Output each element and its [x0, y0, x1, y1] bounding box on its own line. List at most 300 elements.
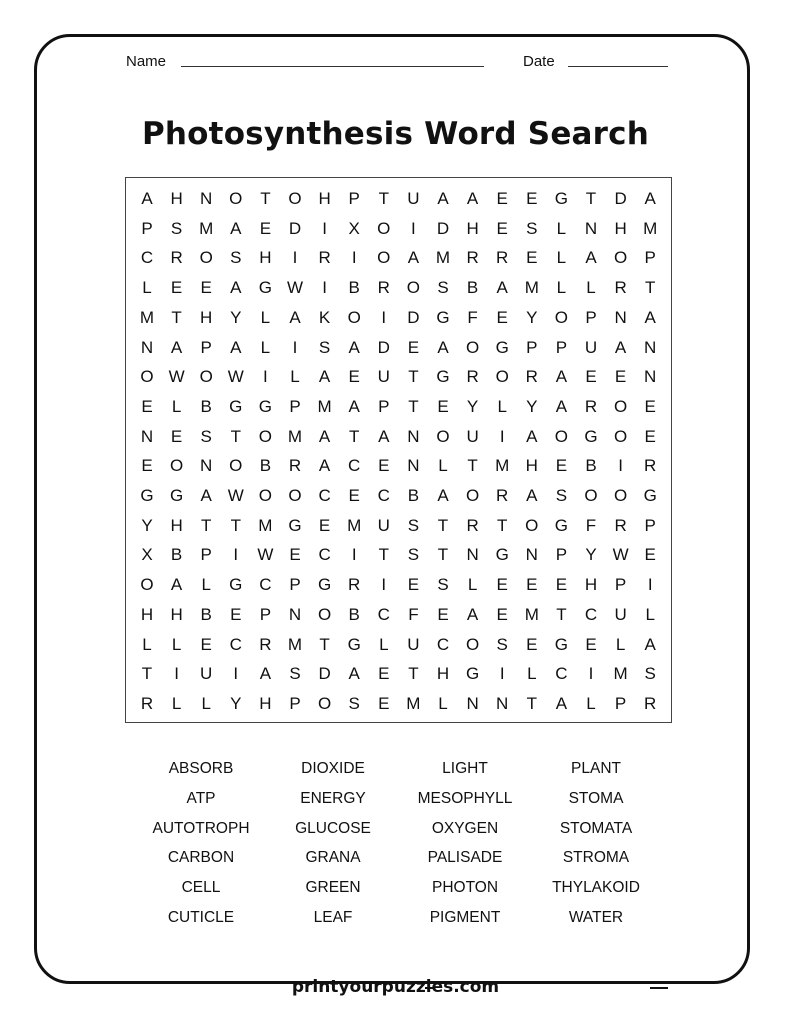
grid-letter[interactable]: G [229, 396, 243, 416]
grid-letter[interactable]: I [322, 218, 327, 238]
grid-letter[interactable]: N [644, 337, 657, 357]
grid-letter[interactable]: S [407, 515, 420, 535]
grid-letter[interactable]: L [290, 367, 300, 387]
grid-letter[interactable]: T [408, 664, 419, 684]
grid-letter[interactable]: G [643, 486, 657, 505]
grid-letter[interactable]: M [495, 456, 510, 476]
grid-letter[interactable]: B [200, 604, 212, 624]
grid-letter[interactable]: I [233, 664, 239, 684]
grid-letter[interactable]: A [348, 396, 360, 416]
grid-letter[interactable]: A [259, 664, 272, 684]
grid-letter[interactable]: A [230, 337, 242, 357]
grid-letter[interactable]: O [377, 248, 391, 268]
grid-letter[interactable]: Y [141, 515, 153, 535]
grid-letter[interactable]: I [381, 307, 387, 327]
grid-letter[interactable]: O [258, 426, 272, 446]
grid-letter[interactable]: E [407, 337, 420, 357]
grid-letter[interactable]: N [496, 693, 509, 713]
grid-letter[interactable]: O [229, 456, 243, 476]
grid-letter[interactable]: B [585, 456, 597, 476]
grid-letter[interactable]: O [465, 486, 480, 505]
grid-letter[interactable]: I [263, 367, 268, 387]
grid-letter[interactable]: R [466, 515, 479, 535]
grid-letter[interactable]: D [377, 337, 390, 357]
grid-letter[interactable]: C [318, 545, 331, 565]
grid-letter[interactable]: O [554, 426, 568, 446]
grid-letter[interactable]: A [230, 278, 242, 298]
grid-letter[interactable]: C [377, 604, 390, 624]
grid-letter[interactable]: O [199, 248, 213, 268]
grid-letter[interactable]: H [170, 189, 183, 208]
grid-letter[interactable]: L [556, 248, 567, 268]
grid-letter[interactable]: P [259, 604, 272, 624]
grid-letter[interactable]: U [377, 367, 390, 387]
grid-letter[interactable]: L [171, 396, 182, 416]
grid-letter[interactable]: N [140, 337, 154, 357]
grid-letter[interactable]: B [466, 278, 479, 298]
grid-letter[interactable]: E [437, 604, 449, 624]
grid-letter[interactable]: D [407, 307, 420, 327]
grid-letter[interactable]: T [171, 307, 182, 327]
grid-letter[interactable]: M [317, 396, 332, 416]
grid-letter[interactable]: G [288, 515, 302, 535]
grid-letter[interactable]: E [378, 456, 390, 476]
grid-letter[interactable]: P [555, 337, 568, 357]
grid-letter[interactable]: I [351, 545, 357, 565]
grid-letter[interactable]: L [260, 337, 271, 357]
grid-letter[interactable]: W [168, 367, 185, 387]
grid-letter[interactable]: E [348, 367, 360, 387]
grid-letter[interactable]: S [526, 218, 538, 238]
grid-letter[interactable]: A [555, 367, 568, 387]
grid-letter[interactable]: S [200, 426, 212, 446]
grid-letter[interactable]: O [169, 456, 184, 476]
grid-letter[interactable]: T [230, 515, 241, 535]
grid-letter[interactable]: F [408, 604, 419, 624]
grid-letter[interactable]: I [322, 278, 327, 298]
grid-letter[interactable]: B [170, 545, 183, 565]
grid-letter[interactable]: A [466, 189, 479, 208]
grid-letter[interactable]: N [407, 456, 420, 476]
grid-letter[interactable]: C [318, 486, 331, 505]
grid-letter[interactable]: G [465, 664, 480, 684]
grid-letter[interactable]: G [258, 278, 272, 298]
grid-letter[interactable]: T [437, 545, 449, 565]
grid-letter[interactable]: O [554, 307, 568, 327]
grid-letter[interactable]: P [526, 337, 538, 357]
grid-letter[interactable]: I [499, 426, 505, 446]
grid-letter[interactable]: O [525, 515, 539, 535]
grid-letter[interactable]: M [287, 426, 303, 446]
grid-letter[interactable]: D [288, 218, 302, 238]
grid-letter[interactable]: U [584, 337, 598, 357]
grid-letter[interactable]: S [644, 664, 656, 684]
grid-letter[interactable]: A [526, 426, 538, 446]
grid-letter[interactable]: H [170, 515, 183, 535]
grid-letter[interactable]: E [526, 189, 538, 208]
grid-letter[interactable]: T [526, 693, 537, 713]
grid-letter[interactable]: H [259, 693, 272, 713]
grid-letter[interactable]: M [524, 278, 539, 298]
grid-letter[interactable]: G [436, 367, 450, 387]
grid-letter[interactable]: B [200, 396, 212, 416]
grid-letter[interactable]: O [613, 426, 628, 446]
grid-letter[interactable]: I [411, 218, 416, 238]
grid-letter[interactable]: E [437, 396, 449, 416]
grid-letter[interactable]: G [258, 396, 272, 416]
grid-letter[interactable]: T [556, 604, 567, 624]
grid-letter[interactable]: A [348, 337, 360, 357]
grid-letter[interactable]: E [555, 456, 568, 476]
grid-letter[interactable]: E [289, 545, 301, 565]
grid-letter[interactable]: L [142, 278, 152, 298]
grid-letter[interactable]: N [466, 693, 479, 713]
grid-letter[interactable]: A [318, 367, 331, 387]
footer-site-link[interactable]: printyourpuzzles.com [291, 977, 500, 997]
grid-letter[interactable]: H [525, 456, 538, 476]
grid-letter[interactable]: E [496, 218, 508, 238]
grid-letter[interactable]: E [496, 189, 508, 208]
grid-letter[interactable]: M [287, 634, 303, 654]
grid-letter[interactable]: P [348, 189, 360, 208]
grid-letter[interactable]: L [586, 693, 596, 713]
grid-letter[interactable]: T [644, 278, 656, 298]
grid-letter[interactable]: O [288, 189, 302, 208]
grid-letter[interactable]: G [584, 426, 598, 446]
grid-letter[interactable]: S [437, 575, 449, 595]
grid-letter[interactable]: E [259, 218, 272, 238]
grid-letter[interactable]: W [257, 545, 274, 565]
grid-letter[interactable]: N [584, 218, 598, 238]
grid-letter[interactable]: G [436, 307, 450, 327]
grid-letter[interactable]: E [407, 575, 420, 595]
grid-letter[interactable]: L [438, 456, 448, 476]
grid-letter[interactable]: A [437, 337, 449, 357]
grid-letter[interactable]: R [644, 693, 657, 713]
grid-letter[interactable]: U [407, 634, 420, 654]
grid-letter[interactable]: O [229, 189, 243, 208]
grid-letter[interactable]: A [466, 604, 479, 624]
grid-letter[interactable]: U [614, 604, 627, 624]
grid-letter[interactable]: G [229, 575, 243, 595]
grid-letter[interactable]: A [555, 396, 568, 416]
grid-letter[interactable]: Y [585, 545, 597, 565]
grid-letter[interactable]: C [229, 634, 242, 654]
grid-letter[interactable]: R [377, 278, 390, 298]
grid-letter[interactable]: X [141, 545, 153, 565]
grid-letter[interactable]: A [644, 307, 656, 327]
grid-letter[interactable]: H [200, 307, 213, 327]
grid-letter[interactable]: N [140, 426, 154, 446]
grid-letter[interactable]: N [644, 367, 657, 387]
grid-letter[interactable]: L [142, 634, 152, 654]
grid-letter[interactable]: O [613, 248, 628, 268]
grid-letter[interactable]: R [614, 278, 627, 298]
grid-letter[interactable]: P [585, 307, 597, 327]
grid-letter[interactable]: M [199, 218, 214, 238]
grid-letter[interactable]: E [318, 515, 331, 535]
grid-letter[interactable]: S [318, 337, 331, 357]
grid-letter[interactable]: H [259, 248, 272, 268]
grid-letter[interactable]: N [200, 189, 213, 208]
grid-letter[interactable]: S [555, 486, 568, 505]
grid-letter[interactable]: G [140, 486, 154, 505]
grid-letter[interactable]: L [556, 218, 567, 238]
grid-letter[interactable]: T [260, 189, 271, 208]
grid-letter[interactable]: L [201, 693, 211, 713]
grid-letter[interactable]: I [499, 664, 505, 684]
grid-letter[interactable]: P [644, 515, 656, 535]
grid-letter[interactable]: A [348, 664, 360, 684]
grid-letter[interactable]: C [377, 486, 390, 505]
grid-letter[interactable]: O [377, 218, 391, 238]
grid-letter[interactable]: H [466, 218, 479, 238]
grid-letter[interactable]: B [407, 486, 420, 505]
grid-letter[interactable]: T [496, 515, 508, 535]
grid-letter[interactable]: R [584, 396, 598, 416]
grid-letter[interactable]: R [496, 486, 509, 505]
grid-letter[interactable]: A [437, 486, 449, 505]
grid-letter[interactable]: P [289, 693, 301, 713]
grid-letter[interactable]: W [227, 367, 244, 387]
grid-letter[interactable]: G [317, 575, 332, 595]
grid-letter[interactable]: W [612, 545, 629, 565]
grid-letter[interactable]: U [377, 515, 390, 535]
grid-letter[interactable]: C [584, 604, 598, 624]
grid-letter[interactable]: A [437, 189, 449, 208]
grid-letter[interactable]: Y [526, 307, 538, 327]
grid-letter[interactable]: S [289, 664, 301, 684]
grid-letter[interactable]: I [647, 575, 653, 595]
grid-letter[interactable]: H [614, 218, 627, 238]
grid-letter[interactable]: O [199, 367, 213, 387]
grid-letter[interactable]: L [645, 604, 655, 624]
name-field[interactable] [181, 66, 484, 67]
grid-letter[interactable]: M [139, 307, 155, 327]
grid-letter[interactable]: F [467, 307, 478, 327]
grid-letter[interactable]: A [200, 486, 212, 505]
grid-letter[interactable]: M [524, 604, 539, 624]
grid-letter[interactable]: E [230, 604, 242, 624]
grid-letter[interactable]: L [467, 575, 478, 595]
grid-letter[interactable]: R [614, 515, 627, 535]
grid-letter[interactable]: T [408, 367, 419, 387]
grid-letter[interactable]: E [526, 248, 538, 268]
grid-letter[interactable]: G [554, 515, 568, 535]
grid-letter[interactable]: H [170, 604, 183, 624]
grid-letter[interactable]: T [378, 189, 389, 208]
grid-letter[interactable]: P [289, 396, 301, 416]
grid-letter[interactable]: O [140, 367, 154, 387]
grid-letter[interactable]: R [496, 248, 509, 268]
grid-letter[interactable]: Y [230, 307, 242, 327]
grid-letter[interactable]: H [584, 575, 598, 595]
grid-letter[interactable]: B [348, 278, 360, 298]
grid-letter[interactable]: L [379, 634, 389, 654]
grid-letter[interactable]: A [526, 486, 538, 505]
grid-letter[interactable]: T [437, 515, 449, 535]
grid-letter[interactable]: W [286, 278, 304, 298]
grid-letter[interactable]: R [259, 634, 272, 654]
grid-letter[interactable]: O [584, 486, 598, 505]
grid-letter[interactable]: T [141, 664, 153, 684]
grid-letter[interactable]: E [141, 396, 153, 416]
grid-letter[interactable]: I [351, 248, 357, 268]
grid-letter[interactable]: L [615, 634, 626, 654]
grid-letter[interactable]: L [171, 693, 182, 713]
grid-letter[interactable]: G [554, 189, 568, 208]
grid-letter[interactable]: O [436, 426, 450, 446]
grid-letter[interactable]: C [436, 634, 450, 654]
grid-letter[interactable]: H [436, 664, 450, 684]
grid-letter[interactable]: E [526, 634, 538, 654]
grid-letter[interactable]: N [288, 604, 302, 624]
grid-letter[interactable]: P [141, 218, 153, 238]
grid-letter[interactable]: O [465, 337, 480, 357]
grid-letter[interactable]: L [586, 278, 596, 298]
grid-letter[interactable]: C [348, 456, 361, 476]
grid-letter[interactable]: E [644, 396, 656, 416]
grid-letter[interactable]: O [288, 486, 302, 505]
grid-letter[interactable]: L [201, 575, 211, 595]
grid-letter[interactable]: W [227, 486, 244, 505]
grid-letter[interactable]: T [230, 426, 241, 446]
grid-letter[interactable]: S [230, 248, 242, 268]
grid-letter[interactable]: T [200, 515, 212, 535]
grid-letter[interactable]: A [496, 278, 508, 298]
grid-letter[interactable]: L [171, 634, 182, 654]
grid-letter[interactable]: P [614, 575, 627, 595]
grid-letter[interactable]: T [408, 396, 419, 416]
grid-letter[interactable]: M [613, 664, 628, 684]
date-field[interactable] [568, 66, 668, 67]
grid-letter[interactable]: R [466, 248, 479, 268]
grid-letter[interactable]: O [317, 604, 332, 624]
grid-letter[interactable]: A [170, 337, 183, 357]
grid-letter[interactable]: U [200, 664, 213, 684]
grid-letter[interactable]: M [435, 248, 451, 268]
grid-letter[interactable]: S [437, 278, 449, 298]
grid-letter[interactable]: A [555, 693, 568, 713]
grid-letter[interactable]: I [588, 664, 594, 684]
grid-letter[interactable]: L [556, 278, 567, 298]
grid-letter[interactable]: O [495, 367, 509, 387]
grid-letter[interactable]: A [644, 634, 656, 654]
grid-letter[interactable]: L [497, 396, 507, 416]
grid-letter[interactable]: R [170, 248, 183, 268]
grid-letter[interactable]: H [318, 189, 331, 208]
grid-letter[interactable]: U [466, 426, 479, 446]
grid-letter[interactable]: E [614, 367, 627, 387]
grid-letter[interactable]: P [644, 248, 656, 268]
grid-letter[interactable]: E [200, 634, 212, 654]
grid-letter[interactable]: D [318, 664, 331, 684]
grid-letter[interactable]: E [585, 367, 597, 387]
grid-letter[interactable]: A [318, 426, 331, 446]
grid-letter[interactable]: A [141, 189, 153, 208]
grid-letter[interactable]: O [140, 575, 154, 595]
grid-letter[interactable]: G [554, 634, 568, 654]
grid-letter[interactable]: P [200, 545, 212, 565]
grid-letter[interactable]: G [495, 545, 509, 565]
grid-letter[interactable]: O [613, 486, 628, 505]
grid-letter[interactable]: R [318, 248, 331, 268]
grid-letter[interactable]: E [378, 693, 390, 713]
grid-letter[interactable]: A [614, 337, 627, 357]
grid-letter[interactable]: I [174, 664, 179, 684]
grid-letter[interactable]: E [644, 426, 656, 446]
grid-letter[interactable]: Y [230, 693, 242, 713]
grid-letter[interactable]: O [347, 307, 361, 327]
grid-letter[interactable]: E [496, 307, 508, 327]
grid-letter[interactable]: R [466, 367, 479, 387]
grid-letter[interactable]: G [347, 634, 361, 654]
grid-letter[interactable]: T [585, 189, 597, 208]
grid-letter[interactable]: A [230, 218, 242, 238]
grid-letter[interactable]: O [406, 278, 420, 298]
grid-letter[interactable]: T [467, 456, 478, 476]
grid-letter[interactable]: L [260, 307, 271, 327]
grid-letter[interactable]: L [527, 664, 537, 684]
grid-letter[interactable]: H [140, 604, 154, 624]
grid-letter[interactable]: E [170, 426, 183, 446]
grid-letter[interactable]: M [406, 693, 421, 713]
grid-letter[interactable]: E [348, 486, 360, 505]
grid-letter[interactable]: G [495, 337, 509, 357]
grid-letter[interactable]: P [289, 575, 301, 595]
grid-letter[interactable]: A [585, 248, 597, 268]
grid-letter[interactable]: I [233, 545, 239, 565]
grid-letter[interactable]: E [585, 634, 597, 654]
grid-letter[interactable]: S [170, 218, 183, 238]
grid-letter[interactable]: Y [526, 396, 538, 416]
grid-letter[interactable]: M [347, 515, 362, 535]
grid-letter[interactable]: T [319, 634, 330, 654]
grid-letter[interactable]: N [614, 307, 627, 327]
grid-letter[interactable]: A [378, 426, 390, 446]
grid-letter[interactable]: S [407, 545, 420, 565]
grid-letter[interactable]: S [496, 634, 508, 654]
grid-letter[interactable]: C [259, 575, 272, 595]
grid-letter[interactable]: I [618, 456, 623, 476]
grid-letter[interactable]: E [141, 456, 153, 476]
grid-letter[interactable]: G [169, 486, 184, 505]
grid-letter[interactable]: I [381, 575, 387, 595]
grid-letter[interactable]: A [170, 575, 183, 595]
grid-letter[interactable]: N [525, 545, 538, 565]
grid-letter[interactable]: M [258, 515, 273, 535]
grid-letter[interactable]: E [378, 664, 390, 684]
grid-letter[interactable]: M [643, 218, 658, 238]
grid-letter[interactable]: E [555, 575, 568, 595]
grid-letter[interactable]: I [292, 248, 298, 268]
grid-letter[interactable]: C [140, 248, 154, 268]
grid-letter[interactable]: R [644, 456, 657, 476]
grid-letter[interactable]: P [200, 337, 212, 357]
grid-letter[interactable]: A [289, 307, 301, 327]
grid-letter[interactable]: A [318, 456, 331, 476]
grid-letter[interactable]: P [555, 545, 568, 565]
grid-letter[interactable]: O [317, 693, 332, 713]
grid-letter[interactable]: E [200, 278, 212, 298]
grid-letter[interactable]: D [436, 218, 450, 238]
grid-letter[interactable]: T [348, 426, 360, 446]
grid-letter[interactable]: X [348, 218, 360, 238]
grid-letter[interactable]: T [378, 545, 389, 565]
grid-letter[interactable]: N [407, 426, 420, 446]
grid-letter[interactable]: P [378, 396, 390, 416]
grid-letter[interactable]: D [614, 189, 627, 208]
